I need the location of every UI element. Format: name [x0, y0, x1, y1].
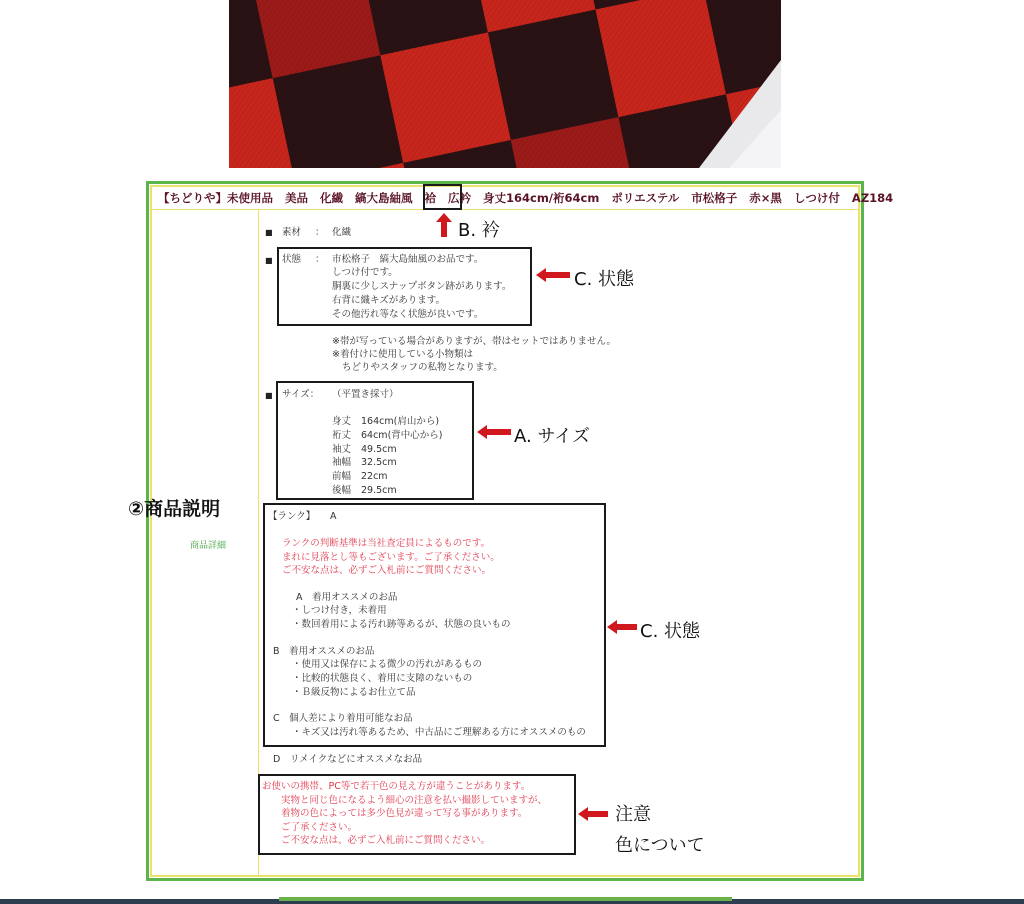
section-heading: ②商品説明 — [128, 498, 221, 520]
title-item: 身丈164cm/裄64cm — [483, 191, 600, 205]
annotation-condition: C. 状態 — [574, 269, 635, 290]
condition-line: 胴裏に少しスナップボタン跡があります。 — [332, 281, 512, 292]
size-key: 袖幅 — [332, 457, 352, 468]
arrow-left-icon — [536, 268, 570, 282]
size-key: 袖丈 — [332, 444, 352, 455]
condition-label: 状態 — [282, 254, 302, 265]
title-item: 赤×黒 — [749, 191, 782, 205]
size-value: 49.5cm — [361, 444, 397, 455]
bullet-icon: ■ — [265, 228, 273, 237]
arrow-up-icon — [436, 213, 452, 237]
grade-item: ・数回着用による汚れ跡等あるが、状態の良いもの — [292, 619, 511, 630]
annotation-collar: B. 衿 — [458, 220, 500, 241]
grade-item: ・比較的状態良く、着用に支障のないもの — [292, 673, 473, 684]
size-key: 裄丈 — [332, 430, 352, 441]
caution-line: ご不安な点は、必ずご入札前にご質問ください。 — [281, 835, 491, 846]
product-title-row — [152, 187, 894, 209]
rank-note: ランクの判断基準は当社査定員によるものです。 — [282, 538, 491, 549]
grade-item: ・しつけ付き，未着用 — [292, 605, 387, 616]
size-key: 身丈 — [332, 416, 352, 427]
rank-note: まれに見落とし等もございます。ご了承ください。 — [282, 552, 500, 563]
condition-sep: ： — [315, 254, 325, 265]
size-key: 前幅 — [332, 471, 352, 482]
size-value: 29.5cm — [361, 485, 397, 496]
title-item: 縞大島紬風 — [355, 191, 413, 205]
annotation-color: 色について — [615, 835, 705, 856]
title-item-collar: 広衿 — [448, 191, 471, 205]
size-value: 164cm(肩山から) — [361, 416, 440, 427]
note-line: ちどりやスタッフの私物となります。 — [342, 362, 503, 373]
condition-line: しつけ付です。 — [332, 267, 398, 278]
caution-line: お使いの携帯、PC等で若干色の見え方が違うことがあります。 — [262, 781, 531, 792]
product-details-label: 商品詳細 — [189, 541, 226, 551]
title-item: 市松格子 — [691, 191, 738, 205]
title-item: 化繊 — [320, 191, 343, 205]
grade-title: D リメイクなどにオススメなお品 — [273, 754, 423, 765]
rank-label: 【ランク】 — [268, 511, 316, 522]
grade-item: ・使用又は保存による微少の汚れがあるもの — [292, 659, 483, 670]
title-item: 【ちどりや】未使用品 — [158, 191, 273, 205]
grade-title: B 着用オススメのお品 — [273, 646, 375, 657]
next-section-edge — [279, 897, 732, 901]
size-value: 64cm(背中心から) — [361, 430, 443, 441]
check-fabric-image — [229, 0, 781, 168]
annotation-size: A. サイズ — [514, 426, 591, 447]
size-key: 後幅 — [332, 485, 352, 496]
product-photo — [229, 0, 781, 168]
title-item: ポリエステル — [611, 191, 680, 205]
material-label: 素材 — [282, 227, 302, 238]
rank-value: A — [330, 511, 337, 522]
condition-line: 右背に織キズがあります。 — [332, 295, 446, 306]
grade-title: A 着用オススメのお品 — [296, 592, 398, 603]
condition-line: その他汚れ等なく状態が良いです。 — [332, 309, 484, 320]
grade-item: ・キズ又は汚れ等あるため、中古品にご理解ある方にオススメのもの — [292, 727, 586, 738]
bullet-icon: ■ — [265, 256, 273, 265]
collar-highlight-box — [423, 184, 462, 210]
note-line: ※帯が写っている場合がありますが、帯はセットではありません。 — [332, 336, 617, 347]
caution-line: 実物と同じ色になるよう細心の注意を払い撮影していますが、 — [281, 795, 548, 806]
size-value: 22cm — [361, 471, 388, 482]
annotation-rank: C. 状態 — [640, 621, 701, 642]
caution-line: 着物の色によっては多少色見が違って写る事があります。 — [281, 808, 528, 819]
grade-item: ・Ｂ級反物によるお仕立て品 — [292, 687, 416, 698]
title-item: 袷 — [424, 191, 436, 205]
material-sep: ： — [315, 227, 325, 238]
arrow-left-icon — [607, 620, 637, 634]
title-item: しつけ付 — [793, 191, 840, 205]
material-value: 化繊 — [332, 227, 352, 238]
size-label: サイズ： — [282, 389, 320, 400]
size-note: （平置き採寸） — [332, 389, 399, 400]
annotation-caution: 注意 — [615, 804, 651, 825]
note-line: ※着付けに使用している小物類は — [332, 349, 473, 360]
title-item: AZ184 — [851, 191, 894, 205]
bullet-icon: ■ — [265, 391, 273, 400]
grade-title: C 個人差により着用可能なお品 — [273, 713, 413, 724]
condition-line: 市松格子 縞大島紬風のお品です。 — [332, 254, 484, 265]
rank-note: ご不安な点は、必ずご入札前にご質問ください。 — [282, 565, 492, 576]
caution-line: ご了承ください。 — [281, 822, 358, 833]
arrow-left-icon — [477, 425, 511, 439]
title-item: 美品 — [285, 191, 308, 205]
arrow-left-icon — [578, 807, 608, 821]
size-value: 32.5cm — [361, 457, 397, 468]
